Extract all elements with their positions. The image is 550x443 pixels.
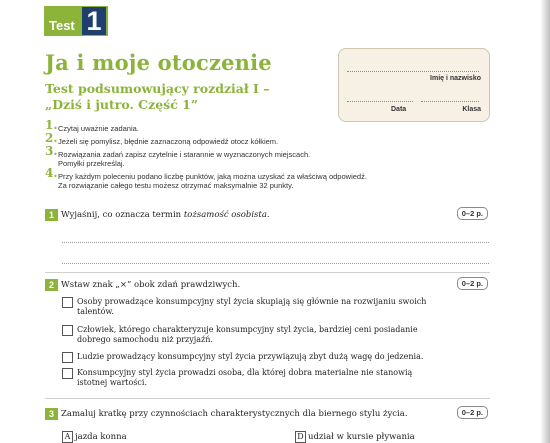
option-text: Konsumpcyjny styl życia prowadzi osoba, dla której dobra materialne nie stanowią istotnej wartości. xyxy=(77,368,413,387)
subtitle-line-1: Test podsumowujący rozdział I – xyxy=(45,81,270,96)
option-text: udział w kursie pływania xyxy=(308,432,415,442)
answer-checkbox[interactable] xyxy=(62,352,73,363)
question-term: tożsamość osobista xyxy=(183,210,267,220)
option-letter-box[interactable]: A xyxy=(62,431,73,443)
answer-line[interactable] xyxy=(62,242,489,243)
instruction-number: 4. xyxy=(45,166,58,180)
page-subtitle xyxy=(45,81,305,113)
test-tab-word: Test xyxy=(49,18,75,33)
class-label: Klasa xyxy=(462,106,481,113)
option-text: jazda konna xyxy=(75,432,127,442)
subtitle-line-2: „Dziś i jutro. Część 1” xyxy=(45,97,199,112)
points-badge: 0–2 p. xyxy=(457,207,488,220)
question-text xyxy=(61,210,270,220)
points-badge: 0–2 p. xyxy=(457,277,488,290)
question-text-part: Wyjaśnij, co oznacza termin xyxy=(61,210,184,220)
instruction-text: Czytaj uważnie zadania. xyxy=(58,124,139,133)
question-text: Zamaluj kratkę przy czynnościach charakterystycznych dla biernego stylu życia. xyxy=(61,409,408,419)
instruction-number: 2. xyxy=(45,131,58,145)
name-dotted-line xyxy=(347,71,479,72)
section-divider xyxy=(45,272,490,273)
option-letter-box[interactable]: D xyxy=(295,431,306,443)
answer-checkbox[interactable] xyxy=(62,368,73,379)
date-label: Data xyxy=(391,106,407,113)
activity-option-a[interactable] xyxy=(62,431,127,443)
instruction-text: Rozwiązania zadań zapisz czytelnie i starannie w wyznaczonych miejscach. xyxy=(58,150,311,159)
option-text: Ludzie prowadzący konsumpcyjny styl życia przywiązują zbyt dużą wagę do jedzenia. xyxy=(77,352,424,361)
question-number: 2 xyxy=(45,279,58,291)
option-text: Osoby prowadzące konsumpcyjny styl życia skupiają się głównie na rozwijaniu swoich talentów. xyxy=(77,297,427,316)
question-3 xyxy=(45,408,492,422)
instruction-number: 1. xyxy=(45,118,58,132)
option-text: Człowiek, którego charakteryzuje konsumpcyjny styl życia, bardziej ceni posiadanie dobrego samochodu niż przyjaźń. xyxy=(77,325,418,344)
question-1 xyxy=(45,209,492,223)
class-dotted-line xyxy=(421,101,479,102)
question-text: Wstaw znak „×” obok zdań prawdziwych. xyxy=(61,280,241,290)
date-dotted-line xyxy=(347,101,413,102)
test-tab xyxy=(44,6,108,36)
instruction-text: Przy każdym poleceniu podano liczbę punktów, jaką można uzyskać za właściwą odpowiedź. xyxy=(58,172,367,181)
question-number: 3 xyxy=(45,408,58,420)
activity-option-d[interactable] xyxy=(295,431,415,443)
question-text-part: . xyxy=(266,210,270,220)
student-info-box xyxy=(338,48,490,122)
test-tab-number: 1 xyxy=(82,7,106,35)
instruction-text: Jeżeli się pomylisz, błędnie zaznaczoną odpowiedź otocz kółkiem. xyxy=(58,137,279,146)
name-label: Imię i nazwisko xyxy=(430,75,481,82)
answer-line[interactable] xyxy=(62,263,489,264)
points-badge: 0–2 p. xyxy=(457,406,488,419)
section-divider xyxy=(45,398,490,399)
answer-checkbox[interactable] xyxy=(62,297,73,308)
question-number: 1 xyxy=(45,209,58,221)
answer-checkbox[interactable] xyxy=(62,325,73,336)
instruction-text: Pomyłki przekreślaj. xyxy=(58,159,125,168)
page-title: Ja i moje otoczenie xyxy=(45,50,272,75)
instruction-number: 3. xyxy=(45,144,58,158)
instruction-text: Za rozwiązanie całego testu możesz otrzymać maksymalnie 32 punkty. xyxy=(58,181,294,190)
question-2 xyxy=(45,279,492,293)
page-edge-shadow xyxy=(540,0,550,443)
